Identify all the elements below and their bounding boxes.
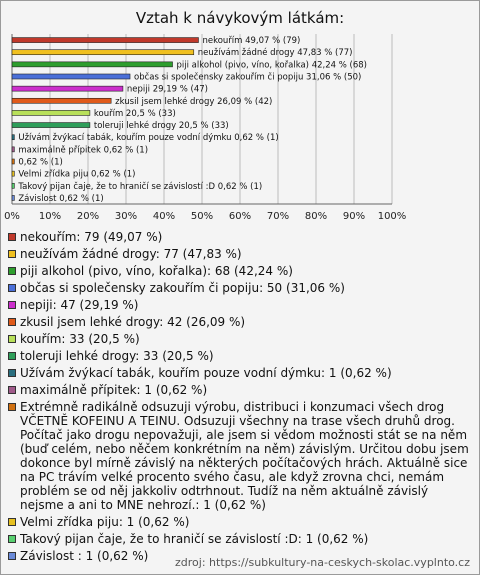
- legend-swatch: [8, 369, 16, 377]
- bar: [12, 183, 14, 188]
- x-tick-label: 60%: [228, 211, 252, 222]
- legend-item: [7, 515, 471, 529]
- legend-swatch: [8, 233, 16, 241]
- legend-swatch: [8, 518, 16, 526]
- x-tick-label: 20%: [76, 211, 100, 222]
- bar-data-label: zkusil jsem lehké drogy 26,09 % (42): [115, 96, 273, 107]
- legend-item: [7, 281, 471, 295]
- x-tick-label: 0%: [4, 211, 20, 222]
- legend-label: Extrémně radikálně odsuzuji výrobu, distribuci i konzumaci všech drog VČETNĚ KOFEINU A TEINU. Odsuzuji všechny na trase všech druhů drog. Počítač jako drogu nepovažuji, ale jsem si vědom možnosti stát se na něm (buď celém, nebo něčem konkrétním na něm) závislým. Určitou dobu jsem dokonce byl mírně závislý na některých počítačových hrách. Aktuálně sice na PC trávím velké procento svého času, ale když zrovna chci, nemám problém se od něj jakkoliv odtrhnout. Tudíž na něm aktuálně závislý nejsme a ani to MNE nehrozí.: 1 (0,62 %): [20, 400, 469, 512]
- bar: [12, 62, 173, 67]
- legend-label: Užívám žvýkací tabák, kouřím pouze vodní dýmku: 1 (0,62 %): [20, 366, 392, 380]
- bar-chart: [0, 0, 480, 230]
- legend-item: [7, 366, 471, 380]
- bar-data-label: Velmi zřídka piju 0,62 % (1): [18, 169, 136, 180]
- bar: [12, 38, 198, 43]
- x-tick-label: 30%: [114, 211, 138, 222]
- legend-swatch: [8, 318, 16, 326]
- legend-label: Závislost : 1 (0,62 %): [20, 549, 149, 563]
- bar: [12, 123, 90, 128]
- chart-title: Vztah k návykovým látkám:: [135, 9, 345, 27]
- legend-item: [7, 264, 471, 278]
- legend: [7, 230, 471, 566]
- x-tick-label: 10%: [38, 211, 62, 222]
- bar-data-label: piji alkohol (pivo, víno, kořalka) 42,24 % (68): [176, 60, 367, 71]
- x-tick-label: 40%: [152, 211, 176, 222]
- bar-data-label: občas si společensky zakouřím či popiju 31,06 % (50): [134, 72, 362, 83]
- bar: [12, 195, 14, 200]
- x-tick-label: 100%: [377, 211, 407, 222]
- legend-swatch: [8, 386, 16, 394]
- legend-item: [7, 247, 471, 261]
- bar-data-label: neužívám žádné drogy 47,83 % (77): [197, 48, 353, 59]
- legend-swatch: [8, 535, 16, 543]
- legend-swatch: [8, 552, 16, 560]
- x-tick-label: 90%: [342, 211, 366, 222]
- legend-swatch: [8, 250, 16, 258]
- legend-label: zkusil jsem lehké drogy: 42 (26,09 %): [20, 315, 246, 329]
- legend-item: [7, 230, 471, 244]
- legend-swatch: [8, 352, 16, 360]
- legend-label: Takový pijan čaje, že to hraničí se závislostí :D: 1 (0,62 %): [20, 532, 369, 546]
- legend-swatch: [8, 284, 16, 292]
- bar: [12, 147, 14, 152]
- legend-swatch: [8, 403, 16, 411]
- legend-swatch: [8, 301, 16, 309]
- bar-data-label: maximálně přípitek 0,62 % (1): [18, 145, 149, 156]
- legend-swatch: [8, 267, 16, 275]
- bar-data-label: nepiji 29,19 % (47): [126, 84, 208, 95]
- legend-label: neužívám žádné drogy: 77 (47,83 %): [20, 247, 242, 261]
- bar-data-label: kouřím 20,5 % (33): [93, 108, 176, 119]
- bar-data-label: toleruji lehké drogy 20,5 % (33): [93, 121, 229, 132]
- bar: [12, 171, 14, 176]
- bar: [12, 86, 123, 91]
- bar: [12, 110, 90, 115]
- legend-label: kouřím: 33 (20,5 %): [20, 332, 140, 346]
- bar-data-label: Závislost 0,62 % (1): [18, 193, 104, 204]
- legend-label: maximálně přípitek: 1 (0,62 %): [20, 383, 208, 397]
- legend-label: nekouřím: 79 (49,07 %): [20, 230, 163, 244]
- bar-data-label: 0,62 % (1): [18, 157, 63, 168]
- legend-swatch: [8, 335, 16, 343]
- legend-item: [7, 349, 471, 363]
- legend-item: [7, 400, 471, 512]
- bar: [12, 135, 14, 140]
- legend-label: piji alkohol (pivo, víno, kořalka): 68 (42,24 %): [20, 264, 293, 278]
- bar-data-label: Užívám žvýkací tabák, kouřím pouze vodní dýmku 0,62 % (1): [18, 133, 279, 144]
- bar: [12, 98, 111, 103]
- bar: [12, 50, 194, 55]
- source-text: zdroj: https://subkultury-na-ceskych-skolac.vyplnto.cz: [175, 556, 470, 569]
- legend-item: [7, 298, 471, 312]
- bar-data-label: nekouřím 49,07 % (79): [202, 36, 301, 47]
- legend-item: [7, 315, 471, 329]
- bar: [12, 159, 14, 164]
- x-tick-label: 80%: [304, 211, 328, 222]
- bar-data-label: Takový pijan čaje, že to hraničí se závislostí :D 0,62 % (1): [18, 181, 263, 192]
- legend-label: občas si společensky zakouřím či popiju: 50 (31,06 %): [20, 281, 345, 295]
- x-tick-label: 50%: [190, 211, 214, 222]
- legend-item: [7, 383, 471, 397]
- legend-label: Velmi zřídka piju: 1 (0,62 %): [20, 515, 190, 529]
- legend-label: nepiji: 47 (29,19 %): [20, 298, 139, 312]
- bar: [12, 74, 130, 79]
- legend-item: [7, 332, 471, 346]
- legend-label: toleruji lehké drogy: 33 (20,5 %): [20, 349, 214, 363]
- x-tick-label: 70%: [266, 211, 290, 222]
- legend-item: [7, 532, 471, 546]
